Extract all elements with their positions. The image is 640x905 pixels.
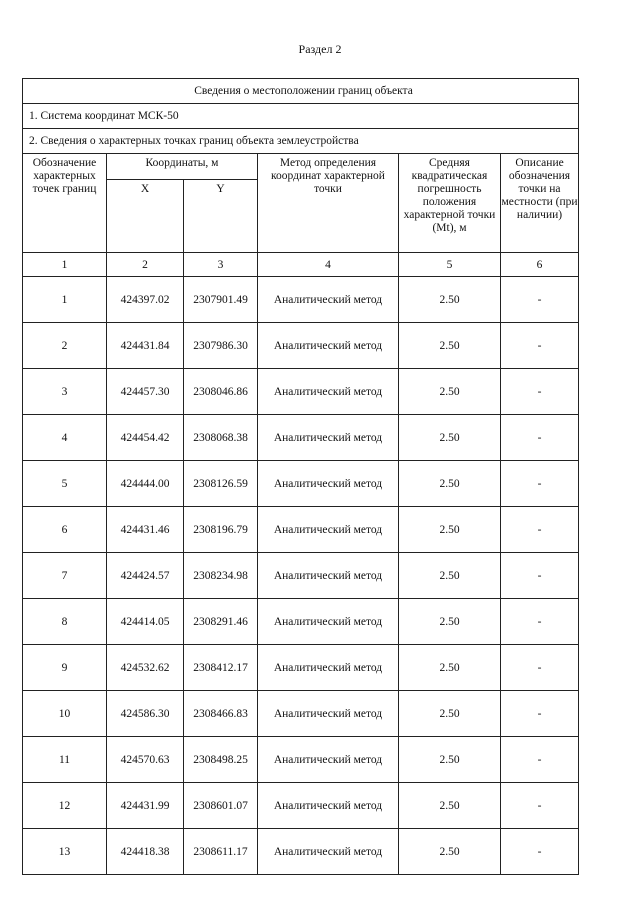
coord-x: 424418.38 bbox=[107, 829, 184, 875]
description-cell: - bbox=[501, 599, 579, 645]
table-row bbox=[23, 829, 579, 875]
coord-y: 2308611.17 bbox=[184, 829, 258, 875]
point-number: 6 bbox=[23, 507, 107, 553]
point-number: 13 bbox=[23, 829, 107, 875]
description-cell: - bbox=[501, 323, 579, 369]
method-cell: Аналитический метод bbox=[258, 369, 399, 415]
coord-y: 2308126.59 bbox=[184, 461, 258, 507]
table-row bbox=[23, 737, 579, 783]
mt-cell: 2.50 bbox=[399, 599, 501, 645]
table-row bbox=[23, 277, 579, 323]
mt-cell: 2.50 bbox=[399, 783, 501, 829]
method-cell: Аналитический метод bbox=[258, 461, 399, 507]
mt-cell: 2.50 bbox=[399, 507, 501, 553]
coord-x: 424586.30 bbox=[107, 691, 184, 737]
table-row bbox=[23, 783, 579, 829]
method-cell: Аналитический метод bbox=[258, 277, 399, 323]
coord-y: 2308466.83 bbox=[184, 691, 258, 737]
table-row bbox=[23, 323, 579, 369]
header-error: Средняя квадратическая погрешность положения характерной точки (Mt), м bbox=[399, 154, 501, 253]
coord-y: 2307901.49 bbox=[184, 277, 258, 323]
description-cell: - bbox=[501, 737, 579, 783]
method-cell: Аналитический метод bbox=[258, 829, 399, 875]
method-cell: Аналитический метод bbox=[258, 599, 399, 645]
table-row bbox=[23, 553, 579, 599]
point-number: 7 bbox=[23, 553, 107, 599]
table-row bbox=[23, 691, 579, 737]
point-number: 11 bbox=[23, 737, 107, 783]
coord-x: 424570.63 bbox=[107, 737, 184, 783]
header-coordinates: Координаты, м bbox=[107, 154, 258, 180]
description-cell: - bbox=[501, 645, 579, 691]
method-cell: Аналитический метод bbox=[258, 507, 399, 553]
method-cell: Аналитический метод bbox=[258, 783, 399, 829]
coord-x: 424431.84 bbox=[107, 323, 184, 369]
mt-cell: 2.50 bbox=[399, 645, 501, 691]
coord-y: 2308234.98 bbox=[184, 553, 258, 599]
mt-cell: 2.50 bbox=[399, 737, 501, 783]
coord-y: 2308068.38 bbox=[184, 415, 258, 461]
header-y: Y bbox=[184, 180, 258, 253]
points-title: 2. Сведения о характерных точках границ объекта землеустройства bbox=[23, 129, 579, 154]
description-cell: - bbox=[501, 783, 579, 829]
description-cell: - bbox=[501, 369, 579, 415]
point-number: 8 bbox=[23, 599, 107, 645]
table-row bbox=[23, 507, 579, 553]
column-number: 4 bbox=[258, 253, 399, 277]
coord-x: 424454.42 bbox=[107, 415, 184, 461]
point-number: 9 bbox=[23, 645, 107, 691]
description-cell: - bbox=[501, 829, 579, 875]
description-cell: - bbox=[501, 461, 579, 507]
header-designation: Обозначение характерных точек границ bbox=[23, 154, 107, 253]
method-cell: Аналитический метод bbox=[258, 553, 399, 599]
coord-y: 2308291.46 bbox=[184, 599, 258, 645]
mt-cell: 2.50 bbox=[399, 829, 501, 875]
point-number: 10 bbox=[23, 691, 107, 737]
column-number: 2 bbox=[107, 253, 184, 277]
method-cell: Аналитический метод bbox=[258, 737, 399, 783]
coord-y: 2308498.25 bbox=[184, 737, 258, 783]
coord-y: 2308601.07 bbox=[184, 783, 258, 829]
coord-x: 424444.00 bbox=[107, 461, 184, 507]
coord-y: 2308196.79 bbox=[184, 507, 258, 553]
coord-x: 424397.02 bbox=[107, 277, 184, 323]
column-number: 1 bbox=[23, 253, 107, 277]
method-cell: Аналитический метод bbox=[258, 645, 399, 691]
point-number: 12 bbox=[23, 783, 107, 829]
coord-x: 424431.99 bbox=[107, 783, 184, 829]
table-row bbox=[23, 415, 579, 461]
coord-y: 2308412.17 bbox=[184, 645, 258, 691]
header-x: X bbox=[107, 180, 184, 253]
coord-x: 424431.46 bbox=[107, 507, 184, 553]
description-cell: - bbox=[501, 507, 579, 553]
mt-cell: 2.50 bbox=[399, 323, 501, 369]
coord-system: 1. Система координат МСК-50 bbox=[23, 104, 579, 129]
table-row bbox=[23, 599, 579, 645]
point-number: 4 bbox=[23, 415, 107, 461]
coord-y: 2308046.86 bbox=[184, 369, 258, 415]
point-number: 3 bbox=[23, 369, 107, 415]
description-cell: - bbox=[501, 553, 579, 599]
section-title: Раздел 2 bbox=[298, 42, 342, 56]
header-description: Описание обозначения точки на местности (при наличии) bbox=[501, 154, 579, 253]
point-number: 5 bbox=[23, 461, 107, 507]
mt-cell: 2.50 bbox=[399, 415, 501, 461]
boundary-points-table bbox=[22, 78, 579, 875]
method-cell: Аналитический метод bbox=[258, 691, 399, 737]
point-number: 1 bbox=[23, 277, 107, 323]
column-number: 6 bbox=[501, 253, 579, 277]
coord-x: 424424.57 bbox=[107, 553, 184, 599]
point-number: 2 bbox=[23, 323, 107, 369]
method-cell: Аналитический метод bbox=[258, 323, 399, 369]
description-cell: - bbox=[501, 691, 579, 737]
description-cell: - bbox=[501, 415, 579, 461]
mt-cell: 2.50 bbox=[399, 369, 501, 415]
coord-x: 424414.05 bbox=[107, 599, 184, 645]
table-row bbox=[23, 645, 579, 691]
coord-x: 424457.30 bbox=[107, 369, 184, 415]
method-cell: Аналитический метод bbox=[258, 415, 399, 461]
mt-cell: 2.50 bbox=[399, 553, 501, 599]
table-row bbox=[23, 369, 579, 415]
mt-cell: 2.50 bbox=[399, 691, 501, 737]
mt-cell: 2.50 bbox=[399, 461, 501, 507]
coord-x: 424532.62 bbox=[107, 645, 184, 691]
header-method: Метод определения координат характерной точки bbox=[258, 154, 399, 253]
table-row bbox=[23, 461, 579, 507]
coord-y: 2307986.30 bbox=[184, 323, 258, 369]
mt-cell: 2.50 bbox=[399, 277, 501, 323]
column-number: 3 bbox=[184, 253, 258, 277]
column-number: 5 bbox=[399, 253, 501, 277]
table-title: Сведения о местоположении границ объекта bbox=[23, 79, 579, 104]
description-cell: - bbox=[501, 277, 579, 323]
